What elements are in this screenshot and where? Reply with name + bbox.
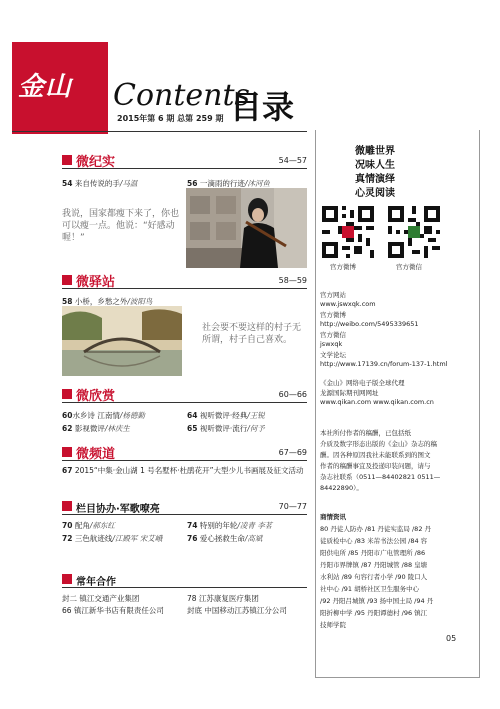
section-marker (62, 501, 72, 511)
info-line: 文学论坛 (320, 351, 346, 359)
partner-item[interactable]: 封二 镇江交通产业集团 (62, 594, 140, 603)
agent-link[interactable]: www.qikan.com www.qikan.com.cn (320, 398, 434, 406)
section-pages: 54—57 (278, 156, 307, 165)
toc-item[interactable] (62, 423, 130, 434)
toc-item[interactable] (62, 410, 145, 421)
section-header-partners (62, 573, 307, 588)
item-page: 72 (62, 534, 73, 543)
toc-item[interactable] (187, 533, 262, 544)
pull-quote: 社会要不要这样的村子无所谓，村子自己喜欢。 (202, 323, 302, 346)
item-author: /何予 (247, 424, 265, 433)
section-title: 微驿站 (76, 275, 116, 290)
partner-item[interactable]: 78 江苏康复医疗集团 (187, 594, 259, 603)
contents-heading: Contents (113, 78, 250, 113)
notice-line: 介质及数字形态出版的《金山》杂志的稿 (320, 440, 437, 448)
slogan-line: 心灵阅读 (355, 188, 395, 199)
photo-bridge (62, 306, 182, 376)
item-page: 70 (62, 521, 73, 530)
item-page: 74 (187, 521, 198, 530)
ads-line: 80 丹徒人防办 /81 丹徒实监局 /82 丹 (320, 525, 432, 533)
section-marker (62, 389, 72, 399)
magazine-logo (12, 42, 108, 134)
item-author: /高斌 (244, 534, 263, 543)
item-page: 64 (187, 411, 198, 420)
toc-item[interactable] (187, 423, 265, 434)
notice-line: 本社所付作者的稿酬，已包括纸 (320, 429, 411, 437)
notice-line: 杂志社联系（0511—84402821 0511— (320, 473, 441, 481)
toc-item[interactable] (62, 465, 304, 476)
agent-line: 《金山》网络电子版全球代理 (320, 379, 405, 387)
mulu-heading: 目录 (230, 88, 295, 126)
partner-item[interactable]: 封底 中国移动江苏镇江分公司 (187, 606, 287, 615)
info-link[interactable]: http://weibo.com/5495339651 (320, 320, 419, 328)
section-marker (62, 447, 72, 457)
section-title: 常年合作 (76, 577, 116, 588)
partner-item[interactable]: 66 镇江新华书店有限责任公司 (62, 606, 164, 615)
section-pages: 70—77 (278, 502, 307, 511)
slogan-line: 况味人生 (355, 160, 395, 171)
section-marker (62, 275, 72, 285)
toc-item[interactable] (187, 410, 265, 421)
item-author: /波阳鸟 (127, 297, 153, 306)
section-pages: 58—59 (278, 276, 307, 285)
ads-title: 商情资讯 (320, 513, 346, 521)
info-line: jswxqk (320, 340, 343, 348)
ads-line: 丹阳市界牌镇 /87 丹阳城管 /88 皇塘 (320, 561, 428, 569)
photo-violinist (186, 188, 307, 268)
ads-line: 技师学院 (320, 621, 346, 629)
notice-line: 作者的稿酬事宜及投递印装问题，请与 (320, 462, 431, 470)
slogan-line: 微雕世界 (355, 146, 395, 157)
qr-label: 官方微信 (396, 263, 422, 271)
ads-line: 社中心 /91 胡桥社区卫生服务中心 (320, 585, 420, 593)
item-title: 特别的年轮 (199, 521, 238, 530)
section-header-weixinshang (62, 388, 307, 403)
logo-text: 金山 (18, 72, 73, 102)
section-header-weiyizhan (62, 274, 307, 289)
pull-quote: 我说，国家都瘦下来了，你也可以瘦一点。他说：“好感动喔！” (62, 209, 180, 244)
item-title: 水乡诗 江南情 (72, 411, 120, 420)
item-author: /马温 (119, 179, 138, 188)
item-title: 视听微评·经典 (199, 411, 248, 420)
section-title: 微欣赏 (76, 389, 116, 404)
item-author: /郝东红 (89, 521, 115, 530)
ads-line: 阳折柳中学 /95 丹阳谭德村 /96 镇江 (320, 609, 428, 617)
item-author: /杨德勤 (119, 411, 145, 420)
section-pages: 60—66 (278, 390, 307, 399)
item-page: 65 (187, 424, 198, 433)
section-header-junge (62, 500, 307, 515)
info-link[interactable]: www.jswxqk.com (320, 300, 376, 308)
ads-line: 阳供电所 /85 丹阳市广电管理所 /86 (320, 549, 426, 557)
item-page: 60 (62, 411, 73, 420)
ads-line: 水利站 /89 句容行者小学 /90 陵口人 (320, 573, 428, 581)
item-title: 配角 (74, 521, 90, 530)
toc-item[interactable] (62, 533, 162, 544)
item-title: 三色航迹线 (74, 534, 113, 543)
section-marker (62, 155, 72, 165)
item-title: 视听微评·流行 (199, 424, 248, 433)
item-author: /林庆生 (104, 424, 130, 433)
section-header-weipindao (62, 446, 307, 461)
section-header-weijishi (62, 154, 307, 169)
section-pages: 67—69 (278, 448, 307, 457)
info-line: 官方微博 (320, 311, 346, 319)
item-page: 58 (62, 297, 73, 306)
toc-item[interactable] (187, 520, 272, 531)
item-author: /沐河鱼 (244, 179, 270, 188)
header-divider (12, 131, 307, 132)
item-author: /江殿军 宋艾峨 (112, 534, 163, 543)
page-number: 05 (446, 634, 457, 643)
section-title: 微纪实 (76, 155, 116, 170)
issue-info: 2015年第 6 期 总第 259 期 (117, 114, 224, 123)
item-page: 67 (62, 466, 73, 475)
section-title: 栏目协办·军歌嘹亮 (76, 504, 160, 515)
wechat-qr-code (388, 206, 440, 258)
notice-line: 酬。因各种原因我社未能联系到的图文 (320, 451, 431, 459)
item-page: 76 (187, 534, 198, 543)
toc-item[interactable] (62, 178, 137, 189)
ads-line: /92 丹阳吕城镇 /93 扬中国土局 /94 丹 (320, 597, 434, 605)
section-marker (62, 574, 72, 584)
info-line: 官方微信 (320, 331, 346, 339)
info-link[interactable]: http://www.17139.cn/forum-137-1.html (320, 360, 448, 368)
item-author: /王锐 (247, 411, 265, 420)
item-page: 62 (62, 424, 73, 433)
notice-line: 84422890）。 (320, 484, 363, 492)
item-page: 56 (187, 179, 198, 188)
info-line: 官方网站 (320, 291, 346, 299)
qr-label: 官方微博 (330, 263, 356, 271)
section-title: 微频道 (76, 447, 116, 462)
weibo-qr-code (322, 206, 374, 258)
item-page: 54 (62, 179, 73, 188)
item-title: 一滴雨的行迹 (199, 179, 245, 188)
info-sidebar (315, 130, 480, 678)
slogan-line: 真情演绎 (355, 174, 395, 185)
item-title: 爱心拯救生命 (199, 534, 245, 543)
ads-line: 徒质检中心 /83 米芾书法公园 /84 容 (320, 537, 428, 545)
item-title: 小桥，乡愁之外 (74, 297, 128, 306)
item-title: 2015“中集·金山湖 1 号名墅杯·杜鹃花开”大型少儿书画展及征文活动 (74, 466, 304, 475)
item-title: 来自传说的手 (74, 179, 120, 188)
agent-line: 龙源国际期刊网网址 (320, 389, 379, 397)
toc-item[interactable] (62, 520, 115, 531)
item-author: /凌青 李茗 (237, 521, 273, 530)
item-title: 影视微评 (74, 424, 105, 433)
